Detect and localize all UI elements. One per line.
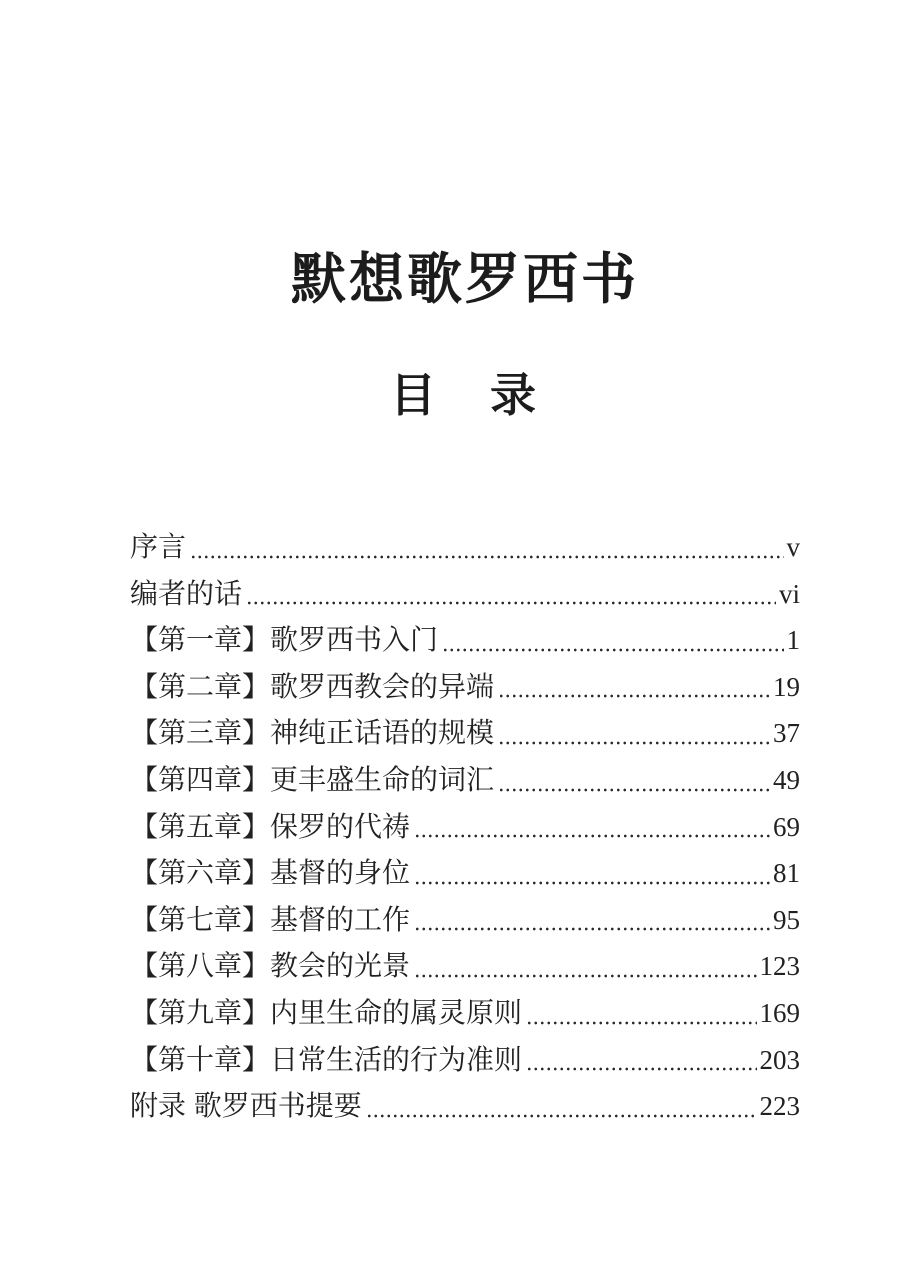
- toc-entry: [130, 943, 800, 990]
- toc-entry-label: 序言: [130, 531, 187, 562]
- toc-entry-page: 49: [773, 764, 800, 795]
- toc-entry-label: 【第五章】保罗的代祷: [130, 810, 411, 842]
- dot-leader: [414, 927, 770, 931]
- dot-leader: [414, 834, 770, 838]
- toc-entry-page: 37: [773, 718, 800, 749]
- toc-entry-page: 203: [759, 1044, 800, 1075]
- toc-entry-label: 附录 歌罗西书提要: [130, 1090, 362, 1122]
- dot-leader: [366, 1114, 757, 1118]
- dot-leader: [414, 974, 756, 978]
- dot-leader: [526, 1021, 756, 1025]
- dot-leader: [498, 741, 770, 745]
- toc-entry-page: 19: [773, 671, 800, 702]
- toc-entry: [130, 664, 800, 711]
- toc-list: [130, 524, 800, 1130]
- toc-entry-label: 【第七章】基督的工作: [130, 903, 411, 935]
- toc-entry-page: 123: [759, 951, 800, 982]
- dot-leader: [498, 788, 770, 792]
- toc-entry-page: 95: [773, 904, 800, 935]
- toc-entry-page: 223: [759, 1091, 800, 1122]
- toc-entry-page: 81: [773, 858, 800, 889]
- toc-entry-page: 69: [773, 811, 800, 842]
- toc-entry: [130, 897, 800, 944]
- toc-entry: [130, 1037, 800, 1084]
- dot-leader: [526, 1067, 756, 1071]
- toc-entry-label: 【第九章】内里生命的属灵原则: [130, 996, 523, 1028]
- toc-entry-label: 【第二章】歌罗西教会的异端: [130, 670, 495, 702]
- dot-leader: [190, 555, 783, 559]
- toc-entry: [130, 571, 800, 618]
- toc-entry-label: 【第三章】神纯正话语的规模: [130, 717, 495, 749]
- toc-entry: [130, 524, 800, 571]
- toc-entry: [130, 990, 800, 1037]
- toc-entry-label: 【第十章】日常生活的行为准则: [130, 1043, 523, 1075]
- toc-entry-page: vi: [778, 578, 800, 609]
- toc-entry: [130, 804, 800, 851]
- dot-leader: [246, 601, 776, 605]
- toc-entry-label: 【第八章】教会的光景: [130, 950, 411, 982]
- toc-entry-page: 1: [786, 625, 800, 656]
- toc-entry-label: 编者的话: [130, 577, 243, 609]
- toc-entry-label: 【第一章】歌罗西书入门: [130, 624, 439, 656]
- toc-entry: [130, 757, 800, 804]
- toc-entry-label: 【第六章】基督的身位: [130, 857, 411, 889]
- dot-leader: [414, 881, 770, 885]
- toc-entry-page: v: [786, 532, 800, 562]
- dot-leader: [498, 694, 770, 698]
- toc-entry-label: 【第四章】更丰盛生命的词汇: [130, 763, 495, 795]
- toc-entry: [130, 1083, 800, 1130]
- book-title: 默想歌罗西书: [290, 248, 639, 310]
- toc-entry: [130, 850, 800, 897]
- toc-heading: 目 录: [390, 369, 540, 421]
- toc-entry-page: 169: [759, 997, 800, 1028]
- toc-entry: [130, 710, 800, 757]
- toc-entry: [130, 617, 800, 664]
- dot-leader: [442, 648, 783, 652]
